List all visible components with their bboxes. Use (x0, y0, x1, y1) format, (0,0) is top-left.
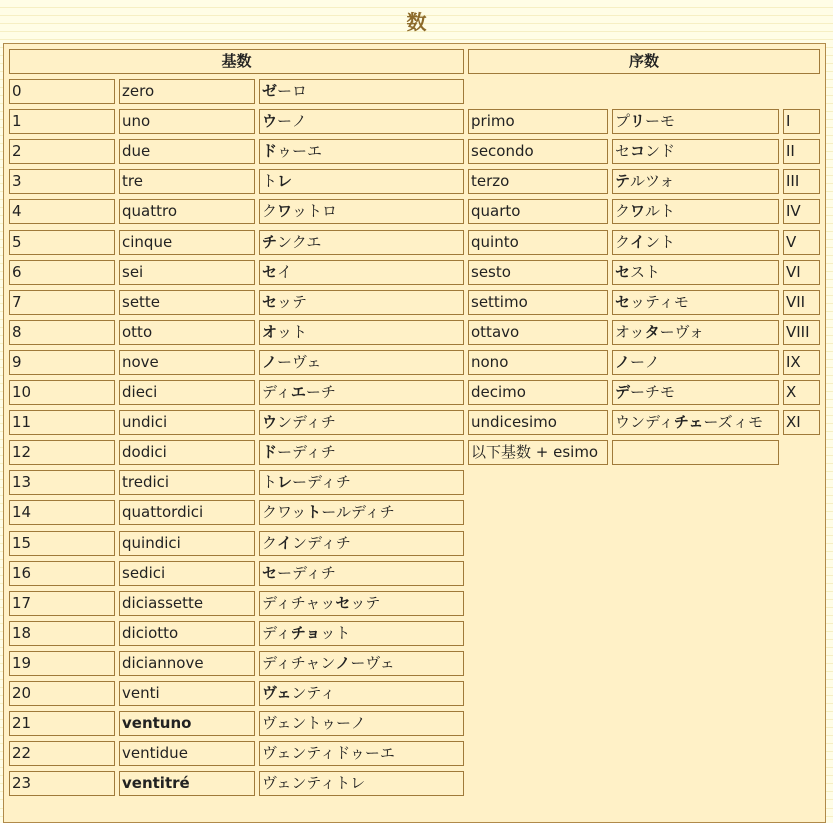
ordinal-roman: VII (783, 290, 820, 315)
ordinal-roman: X (783, 380, 820, 405)
numbers-table (3, 43, 826, 823)
cardinal-katakana: ディエーチ (259, 380, 464, 405)
cardinal-italian: sedici (119, 561, 255, 586)
cardinal-italian: otto (119, 320, 255, 345)
cardinal-italian: undici (119, 410, 255, 435)
cardinal-number: 20 (9, 681, 115, 706)
cardinal-number: 6 (9, 260, 115, 285)
ordinal-italian: quarto (468, 199, 608, 224)
ordinal-italian: undicesimo (468, 410, 608, 435)
ordinal-roman: VI (783, 260, 820, 285)
ordinal-roman: IX (783, 350, 820, 375)
ordinal-italian: nono (468, 350, 608, 375)
ordinal-roman: V (783, 230, 820, 255)
cardinal-italian: cinque (119, 230, 255, 255)
cardinal-italian: venti (119, 681, 255, 706)
ordinal-roman: II (783, 139, 820, 164)
ordinal-roman: I (783, 109, 820, 134)
ordinal-katakana: セッティモ (612, 290, 779, 315)
cardinal-number: 19 (9, 651, 115, 676)
ordinal-katakana: デーチモ (612, 380, 779, 405)
ordinal-italian: settimo (468, 290, 608, 315)
page-title: 数 (406, 10, 427, 34)
cardinal-number: 4 (9, 199, 115, 224)
cardinal-katakana: セイ (259, 260, 464, 285)
cardinal-italian: ventitré (119, 771, 255, 796)
cardinal-italian: quindici (119, 531, 255, 556)
ordinal-katakana: ノーノ (612, 350, 779, 375)
cardinal-katakana: ドーディチ (259, 440, 464, 465)
ordinal-katakana: クワルト (612, 199, 779, 224)
cardinal-number: 17 (9, 591, 115, 616)
cardinal-number: 8 (9, 320, 115, 345)
ordinal-italian: sesto (468, 260, 608, 285)
cardinal-number: 5 (9, 230, 115, 255)
ordinal-katakana: ウンディチェーズィモ (612, 410, 779, 435)
cardinal-katakana: トレ (259, 169, 464, 194)
ordinal-roman: XI (783, 410, 820, 435)
cardinal-italian: zero (119, 79, 255, 104)
cardinal-number: 13 (9, 470, 115, 495)
cardinal-number: 12 (9, 440, 115, 465)
ordinal-katakana: プリーモ (612, 109, 779, 134)
ordinal-katakana: オッターヴォ (612, 320, 779, 345)
cardinal-number: 2 (9, 139, 115, 164)
cardinal-katakana: ウーノ (259, 109, 464, 134)
ordinal-header: 序数 (468, 49, 820, 74)
cardinal-number: 1 (9, 109, 115, 134)
ordinal-katakana: テルツォ (612, 169, 779, 194)
ordinal-katakana: セコンド (612, 139, 779, 164)
ordinal-katakana (612, 440, 779, 465)
cardinal-katakana: ノーヴェ (259, 350, 464, 375)
cardinal-italian: ventuno (119, 711, 255, 736)
ordinal-italian: secondo (468, 139, 608, 164)
cardinal-italian: due (119, 139, 255, 164)
cardinal-katakana: ディチャッセッテ (259, 591, 464, 616)
ordinal-roman: III (783, 169, 820, 194)
cardinal-italian: diciannove (119, 651, 255, 676)
cardinal-katakana: ディチョット (259, 621, 464, 646)
cardinal-number: 14 (9, 500, 115, 525)
ordinal-katakana: クイント (612, 230, 779, 255)
cardinal-number: 23 (9, 771, 115, 796)
cardinal-number: 9 (9, 350, 115, 375)
ordinal-italian: terzo (468, 169, 608, 194)
ordinal-italian: decimo (468, 380, 608, 405)
cardinal-number: 15 (9, 531, 115, 556)
cardinal-italian: nove (119, 350, 255, 375)
ordinal-italian: 以下基数 + esimo (468, 440, 608, 465)
cardinal-number: 7 (9, 290, 115, 315)
cardinal-katakana: トレーディチ (259, 470, 464, 495)
cardinal-katakana: ゼーロ (259, 79, 464, 104)
cardinal-number: 10 (9, 380, 115, 405)
cardinal-italian: ventidue (119, 741, 255, 766)
cardinal-italian: tre (119, 169, 255, 194)
cardinal-katakana: オット (259, 320, 464, 345)
cardinal-number: 0 (9, 79, 115, 104)
cardinal-italian: sette (119, 290, 255, 315)
ordinal-italian: primo (468, 109, 608, 134)
cardinal-italian: quattordici (119, 500, 255, 525)
ordinal-katakana: セスト (612, 260, 779, 285)
cardinal-number: 11 (9, 410, 115, 435)
cardinal-italian: diciotto (119, 621, 255, 646)
ordinal-roman: VIII (783, 320, 820, 345)
cardinal-katakana: ヴェントゥーノ (259, 711, 464, 736)
cardinal-katakana: ドゥーエ (259, 139, 464, 164)
cardinal-number: 21 (9, 711, 115, 736)
cardinal-katakana: クインディチ (259, 531, 464, 556)
cardinal-italian: dodici (119, 440, 255, 465)
cardinal-katakana: ウンディチ (259, 410, 464, 435)
cardinal-katakana: ディチャンノーヴェ (259, 651, 464, 676)
cardinal-katakana: チンクエ (259, 230, 464, 255)
cardinal-italian: dieci (119, 380, 255, 405)
cardinal-katakana: クワットロ (259, 199, 464, 224)
cardinal-katakana: ヴェンティ (259, 681, 464, 706)
cardinal-italian: sei (119, 260, 255, 285)
cardinal-italian: tredici (119, 470, 255, 495)
cardinal-number: 16 (9, 561, 115, 586)
cardinal-number: 3 (9, 169, 115, 194)
cardinal-katakana: ヴェンティトレ (259, 771, 464, 796)
ordinal-roman: IV (783, 199, 820, 224)
cardinal-katakana: セーディチ (259, 561, 464, 586)
cardinal-number: 22 (9, 741, 115, 766)
ordinal-italian: ottavo (468, 320, 608, 345)
ordinal-italian: quinto (468, 230, 608, 255)
cardinal-number: 18 (9, 621, 115, 646)
cardinal-italian: uno (119, 109, 255, 134)
cardinal-katakana: セッテ (259, 290, 464, 315)
cardinal-italian: diciassette (119, 591, 255, 616)
cardinal-katakana: クワットールディチ (259, 500, 464, 525)
cardinal-header: 基数 (9, 49, 464, 74)
cardinal-katakana: ヴェンティドゥーエ (259, 741, 464, 766)
cardinal-italian: quattro (119, 199, 255, 224)
